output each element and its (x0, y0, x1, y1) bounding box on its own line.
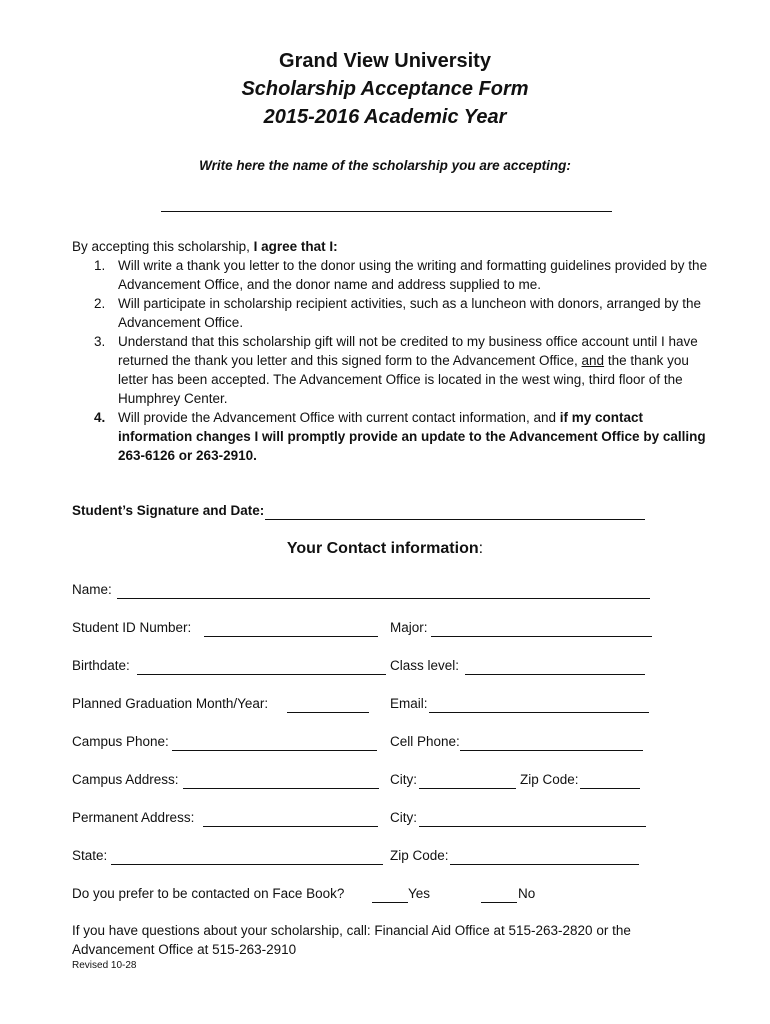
campus-phone-label: Campus Phone: (72, 734, 169, 749)
facebook-question: Do you prefer to be contacted on Face Book? (72, 886, 345, 901)
birthdate-label: Birthdate: (72, 658, 130, 673)
zip-code-label: Zip Code: (520, 772, 579, 787)
permanent-address-label: Permanent Address: (72, 810, 195, 825)
major-field[interactable] (431, 636, 652, 637)
cell-phone-label: Cell Phone: (390, 734, 460, 749)
birthdate-field[interactable] (137, 674, 386, 675)
agreement-intro (72, 237, 338, 256)
graduation-field[interactable] (287, 712, 369, 713)
agreement-item-text-cont: the thank you letter has been accepted. The Advancement Office is located in the west wing, third floor of the Humphrey Center. (118, 353, 689, 406)
agreement-item-text: Will write a thank you letter to the donor using the writing and formatting guidelines provided by the Advancement Office, and the donor name and address supplied to me. (118, 258, 708, 292)
agreement-item-and: and (581, 353, 605, 368)
name-label: Name: (72, 582, 112, 597)
agreement-list (72, 256, 712, 465)
agreement-intro-bold: I agree that I: (253, 239, 338, 254)
contact-heading-colon: : (478, 540, 484, 557)
revised-date: Revised 10-28 (72, 960, 137, 971)
academic-year: 2015-2016 Academic Year (263, 106, 507, 128)
agreement-intro-text: By accepting this scholarship, (72, 239, 254, 254)
class-level-field[interactable] (465, 674, 645, 675)
agreement-item-text: Understand that this scholarship gift will not be credited to my business office account until I have returned the thank you letter and this signed form to the Advancement Office, (118, 334, 698, 368)
facebook-no-label: No (518, 886, 536, 901)
signature-label: Student’s Signature and Date: (72, 503, 265, 518)
agreement-item (72, 256, 712, 294)
city-label: City: (390, 772, 417, 787)
student-id-label: Student ID Number: (72, 620, 192, 635)
campus-address-field[interactable] (183, 788, 379, 789)
facebook-no-field[interactable] (481, 902, 517, 903)
facebook-yes-label: Yes (408, 886, 431, 901)
agreement-item-number: 4. (94, 410, 106, 425)
scholarship-name-field[interactable] (161, 211, 612, 212)
state-field[interactable] (111, 864, 383, 865)
permanent-zip-field[interactable] (450, 864, 639, 865)
agreement-item-text: Will provide the Advancement Office with current contact information, and (118, 410, 560, 425)
state-label: State: (72, 848, 108, 863)
agreement-item (72, 332, 712, 408)
permanent-zip-label: Zip Code: (390, 848, 449, 863)
student-id-field[interactable] (204, 636, 378, 637)
permanent-city-label: City: (390, 810, 417, 825)
agreement-item (72, 294, 712, 332)
class-level-label: Class level: (390, 658, 460, 673)
graduation-label: Planned Graduation Month/Year: (72, 696, 269, 711)
facebook-yes-field[interactable] (372, 902, 408, 903)
name-field[interactable] (117, 598, 650, 599)
zip-code-field[interactable] (580, 788, 640, 789)
agreement-item-bold: if my contact information changes I will promptly provide an update to the Advancement Office by calling 263-6126 or 263-2910. (118, 410, 706, 463)
scholarship-name-prompt: Write here the name of the scholarship you are accepting: (199, 158, 571, 173)
major-label: Major: (390, 620, 428, 635)
cell-phone-field[interactable] (460, 750, 643, 751)
permanent-city-field[interactable] (419, 826, 646, 827)
city-field[interactable] (419, 788, 516, 789)
agreement-item-number: 3. (94, 334, 106, 349)
university-name: Grand View University (279, 50, 491, 72)
contact-heading (0, 540, 770, 558)
email-label: Email: (390, 696, 428, 711)
contact-heading-text: Your Contact information (286, 540, 479, 557)
questions-footer: If you have questions about your scholarship, call: Financial Aid Office at 515-263-2820 or the Advancement Office at 515-263-2910 (72, 923, 631, 957)
agreement-item (72, 408, 712, 465)
permanent-address-field[interactable] (203, 826, 378, 827)
campus-address-label: Campus Address: (72, 772, 179, 787)
form-title: Scholarship Acceptance Form (241, 78, 529, 100)
signature-field[interactable] (265, 519, 645, 520)
campus-phone-field[interactable] (172, 750, 377, 751)
agreement-item-number: 1. (94, 258, 106, 273)
email-field[interactable] (429, 712, 649, 713)
agreement-item-text: Will participate in scholarship recipient activities, such as a luncheon with donors, arranged by the Advancement Office. (118, 296, 702, 330)
agreement-item-number: 2. (94, 296, 106, 311)
